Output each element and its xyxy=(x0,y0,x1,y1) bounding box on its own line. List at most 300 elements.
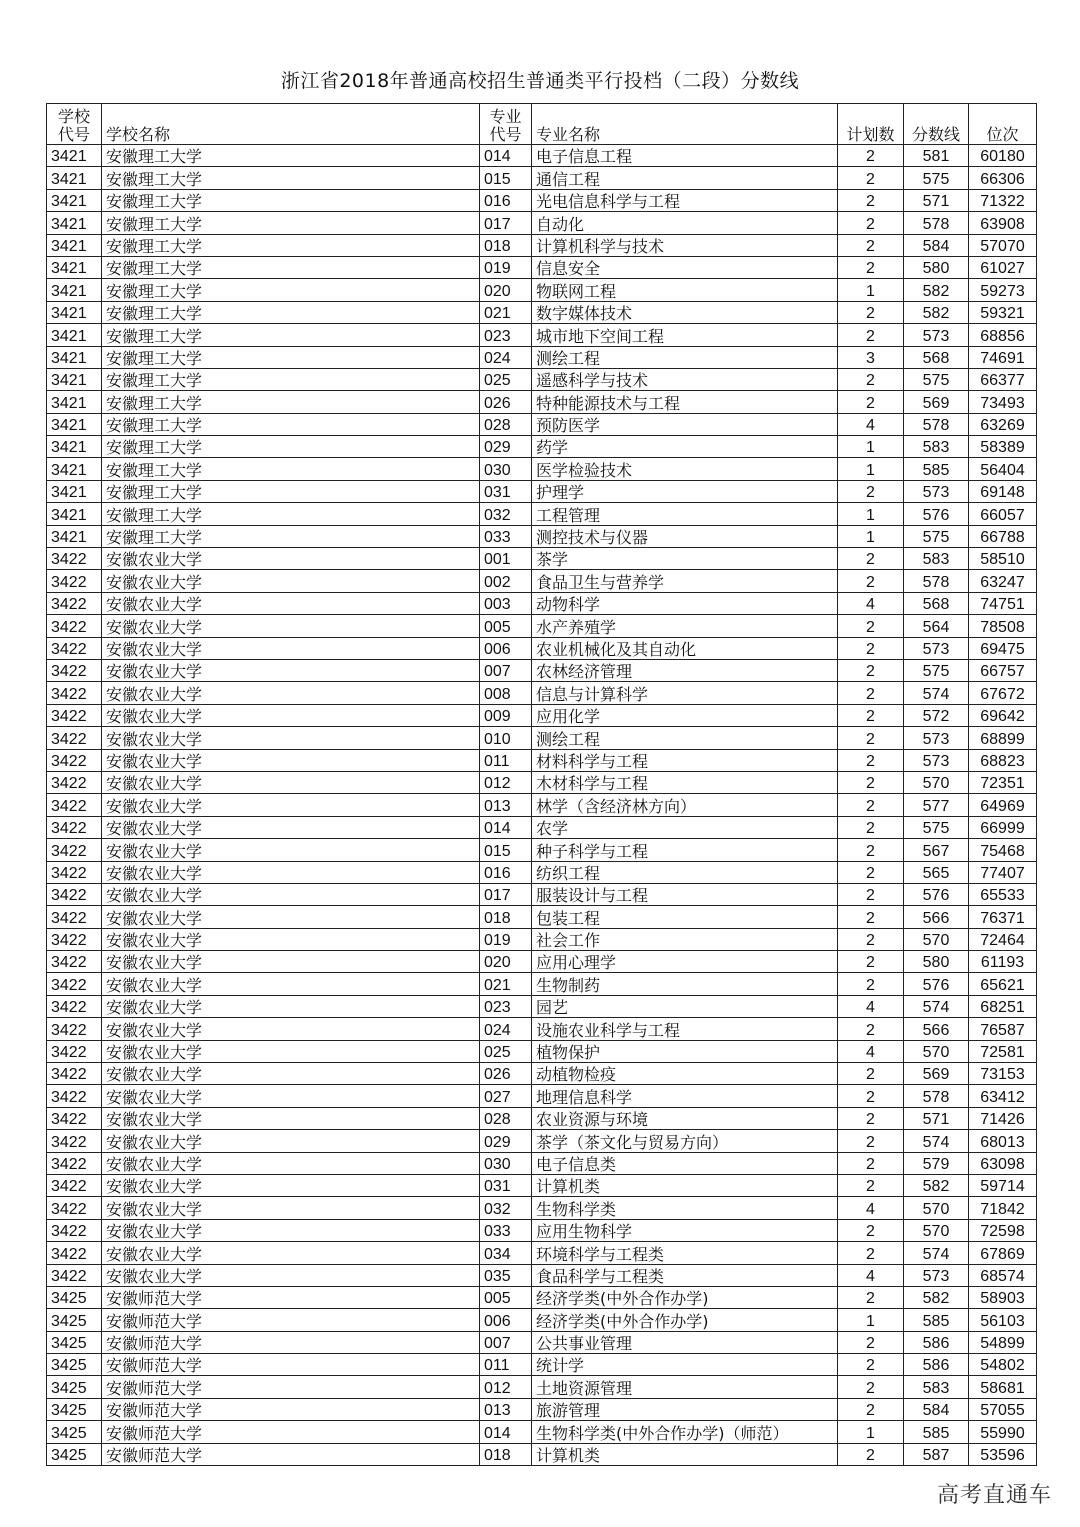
cell-school-code: 3422 xyxy=(47,771,102,793)
cell-major-code: 019 xyxy=(480,256,532,278)
cell-school-code: 3422 xyxy=(47,1197,102,1219)
cell-major-code: 020 xyxy=(480,951,532,973)
cell-major-code: 025 xyxy=(480,1040,532,1062)
cell-score: 583 xyxy=(904,436,969,458)
cell-major-code: 029 xyxy=(480,1130,532,1152)
table-row xyxy=(47,1152,1037,1174)
cell-major-name: 应用化学 xyxy=(532,704,838,726)
cell-school-name: 安徽农业大学 xyxy=(102,659,480,681)
cell-major-name: 统计学 xyxy=(532,1354,838,1376)
cell-plan: 2 xyxy=(838,1242,904,1264)
table-row xyxy=(47,145,1037,167)
cell-rank: 72351 xyxy=(969,771,1037,793)
cell-school-name: 安徽师范大学 xyxy=(102,1376,480,1398)
cell-major-code: 019 xyxy=(480,928,532,950)
cell-school-name: 安徽理工大学 xyxy=(102,279,480,301)
table-row xyxy=(47,1443,1037,1465)
cell-major-name: 预防医学 xyxy=(532,413,838,435)
cell-plan: 2 xyxy=(838,1354,904,1376)
cell-school-name: 安徽农业大学 xyxy=(102,1219,480,1241)
cell-rank: 66306 xyxy=(969,167,1037,189)
table-row xyxy=(47,1085,1037,1107)
cell-major-name: 护理学 xyxy=(532,480,838,502)
table-row xyxy=(47,1174,1037,1196)
cell-major-code: 029 xyxy=(480,436,532,458)
table-row xyxy=(47,346,1037,368)
cell-plan: 2 xyxy=(838,189,904,211)
table-row xyxy=(47,301,1037,323)
cell-school-name: 安徽理工大学 xyxy=(102,503,480,525)
cell-major-name: 农林经济管理 xyxy=(532,659,838,681)
cell-major-code: 017 xyxy=(480,212,532,234)
cell-school-code: 3421 xyxy=(47,256,102,278)
cell-score: 575 xyxy=(904,368,969,390)
cell-school-code: 3421 xyxy=(47,503,102,525)
cell-plan: 2 xyxy=(838,1219,904,1241)
table-row xyxy=(47,1331,1037,1353)
cell-score: 578 xyxy=(904,570,969,592)
cell-major-code: 007 xyxy=(480,659,532,681)
cell-score: 573 xyxy=(904,749,969,771)
cell-school-code: 3422 xyxy=(47,1264,102,1286)
cell-major-name: 经济学类(中外合作办学) xyxy=(532,1309,838,1331)
cell-major-name: 信息与计算科学 xyxy=(532,682,838,704)
cell-major-code: 011 xyxy=(480,749,532,771)
cell-school-name: 安徽师范大学 xyxy=(102,1443,480,1465)
cell-school-name: 安徽农业大学 xyxy=(102,682,480,704)
cell-major-code: 032 xyxy=(480,1197,532,1219)
cell-score: 567 xyxy=(904,839,969,861)
cell-plan: 2 xyxy=(838,234,904,256)
cell-plan: 2 xyxy=(838,794,904,816)
cell-rank: 63247 xyxy=(969,570,1037,592)
header-major-name: 专业名称 xyxy=(532,104,838,145)
cell-major-code: 033 xyxy=(480,525,532,547)
table-row xyxy=(47,525,1037,547)
cell-major-name: 应用生物科学 xyxy=(532,1219,838,1241)
cell-school-name: 安徽农业大学 xyxy=(102,1107,480,1129)
cell-major-code: 027 xyxy=(480,1085,532,1107)
cell-school-code: 3422 xyxy=(47,615,102,637)
cell-school-name: 安徽农业大学 xyxy=(102,1264,480,1286)
cell-rank: 68823 xyxy=(969,749,1037,771)
cell-plan: 1 xyxy=(838,1421,904,1443)
cell-school-code: 3422 xyxy=(47,727,102,749)
cell-school-name: 安徽理工大学 xyxy=(102,145,480,167)
table-row xyxy=(47,212,1037,234)
table-row xyxy=(47,167,1037,189)
cell-score: 575 xyxy=(904,659,969,681)
cell-major-code: 016 xyxy=(480,861,532,883)
cell-plan: 2 xyxy=(838,391,904,413)
cell-major-name: 测绘工程 xyxy=(532,346,838,368)
cell-school-name: 安徽理工大学 xyxy=(102,480,480,502)
cell-major-name: 木材科学与工程 xyxy=(532,771,838,793)
cell-score: 578 xyxy=(904,212,969,234)
cell-rank: 68251 xyxy=(969,995,1037,1017)
cell-school-code: 3425 xyxy=(47,1286,102,1308)
cell-major-code: 028 xyxy=(480,1107,532,1129)
cell-score: 566 xyxy=(904,906,969,928)
cell-school-code: 3421 xyxy=(47,324,102,346)
cell-score: 583 xyxy=(904,1376,969,1398)
cell-major-code: 028 xyxy=(480,413,532,435)
cell-score: 573 xyxy=(904,480,969,502)
cell-major-code: 006 xyxy=(480,637,532,659)
table-row xyxy=(47,1354,1037,1376)
cell-major-name: 信息安全 xyxy=(532,256,838,278)
cell-rank: 60180 xyxy=(969,145,1037,167)
cell-major-name: 食品卫生与营养学 xyxy=(532,570,838,592)
cell-plan: 2 xyxy=(838,973,904,995)
cell-plan: 1 xyxy=(838,436,904,458)
cell-rank: 76587 xyxy=(969,1018,1037,1040)
cell-plan: 2 xyxy=(838,839,904,861)
table-row xyxy=(47,928,1037,950)
cell-major-name: 生物科学类 xyxy=(532,1197,838,1219)
cell-score: 575 xyxy=(904,816,969,838)
cell-plan: 2 xyxy=(838,659,904,681)
cell-score: 570 xyxy=(904,1040,969,1062)
cell-plan: 2 xyxy=(838,1107,904,1129)
cell-school-name: 安徽农业大学 xyxy=(102,637,480,659)
cell-school-code: 3421 xyxy=(47,413,102,435)
cell-score: 582 xyxy=(904,1286,969,1308)
cell-major-name: 电子信息类 xyxy=(532,1152,838,1174)
table-row xyxy=(47,973,1037,995)
cell-rank: 54802 xyxy=(969,1354,1037,1376)
cell-score: 564 xyxy=(904,615,969,637)
cell-score: 580 xyxy=(904,256,969,278)
cell-plan: 2 xyxy=(838,167,904,189)
cell-school-code: 3422 xyxy=(47,548,102,570)
cell-major-name: 农学 xyxy=(532,816,838,838)
cell-school-name: 安徽理工大学 xyxy=(102,391,480,413)
cell-plan: 2 xyxy=(838,1174,904,1196)
cell-school-name: 安徽理工大学 xyxy=(102,301,480,323)
cell-score: 575 xyxy=(904,525,969,547)
cell-school-code: 3421 xyxy=(47,234,102,256)
table-row xyxy=(47,368,1037,390)
cell-rank: 77407 xyxy=(969,861,1037,883)
cell-major-name: 设施农业科学与工程 xyxy=(532,1018,838,1040)
cell-score: 571 xyxy=(904,1107,969,1129)
cell-school-code: 3421 xyxy=(47,212,102,234)
cell-rank: 78508 xyxy=(969,615,1037,637)
cell-rank: 69148 xyxy=(969,480,1037,502)
cell-school-name: 安徽农业大学 xyxy=(102,570,480,592)
table-row xyxy=(47,704,1037,726)
cell-score: 587 xyxy=(904,1443,969,1465)
table-row xyxy=(47,189,1037,211)
cell-rank: 59714 xyxy=(969,1174,1037,1196)
cell-plan: 2 xyxy=(838,1130,904,1152)
cell-school-name: 安徽农业大学 xyxy=(102,592,480,614)
cell-plan: 2 xyxy=(838,951,904,973)
cell-school-code: 3421 xyxy=(47,480,102,502)
cell-major-name: 地理信息科学 xyxy=(532,1085,838,1107)
cell-major-code: 018 xyxy=(480,234,532,256)
cell-plan: 4 xyxy=(838,592,904,614)
cell-school-name: 安徽农业大学 xyxy=(102,704,480,726)
cell-major-name: 水产养殖学 xyxy=(532,615,838,637)
cell-score: 569 xyxy=(904,391,969,413)
cell-major-code: 035 xyxy=(480,1264,532,1286)
cell-school-code: 3422 xyxy=(47,1219,102,1241)
table-row xyxy=(47,615,1037,637)
cell-score: 566 xyxy=(904,1018,969,1040)
cell-plan: 1 xyxy=(838,1309,904,1331)
cell-score: 576 xyxy=(904,883,969,905)
cell-major-code: 001 xyxy=(480,548,532,570)
cell-score: 570 xyxy=(904,1219,969,1241)
cell-school-name: 安徽理工大学 xyxy=(102,436,480,458)
cell-school-name: 安徽理工大学 xyxy=(102,525,480,547)
cell-school-code: 3422 xyxy=(47,861,102,883)
cell-score: 574 xyxy=(904,995,969,1017)
cell-major-code: 018 xyxy=(480,906,532,928)
cell-school-name: 安徽农业大学 xyxy=(102,951,480,973)
cell-school-code: 3422 xyxy=(47,995,102,1017)
cell-major-name: 电子信息工程 xyxy=(532,145,838,167)
table-row xyxy=(47,816,1037,838)
cell-score: 572 xyxy=(904,704,969,726)
cell-plan: 2 xyxy=(838,1443,904,1465)
cell-major-name: 城市地下空间工程 xyxy=(532,324,838,346)
cell-plan: 2 xyxy=(838,212,904,234)
table-row xyxy=(47,256,1037,278)
table-row xyxy=(47,1107,1037,1129)
score-table xyxy=(46,103,1037,1466)
cell-school-code: 3422 xyxy=(47,1040,102,1062)
cell-major-code: 009 xyxy=(480,704,532,726)
cell-rank: 68856 xyxy=(969,324,1037,346)
table-body xyxy=(47,145,1037,1466)
cell-rank: 58681 xyxy=(969,1376,1037,1398)
cell-major-code: 008 xyxy=(480,682,532,704)
cell-school-name: 安徽理工大学 xyxy=(102,212,480,234)
cell-major-name: 社会工作 xyxy=(532,928,838,950)
cell-plan: 2 xyxy=(838,145,904,167)
cell-score: 574 xyxy=(904,1130,969,1152)
table-row xyxy=(47,324,1037,346)
cell-major-name: 物联网工程 xyxy=(532,279,838,301)
cell-school-name: 安徽农业大学 xyxy=(102,749,480,771)
cell-rank: 61027 xyxy=(969,256,1037,278)
cell-score: 573 xyxy=(904,324,969,346)
table-row xyxy=(47,861,1037,883)
cell-score: 576 xyxy=(904,973,969,995)
table-row xyxy=(47,1242,1037,1264)
cell-school-code: 3425 xyxy=(47,1354,102,1376)
table-row xyxy=(47,279,1037,301)
cell-rank: 68013 xyxy=(969,1130,1037,1152)
cell-school-name: 安徽农业大学 xyxy=(102,839,480,861)
cell-score: 586 xyxy=(904,1354,969,1376)
cell-plan: 4 xyxy=(838,1264,904,1286)
cell-plan: 2 xyxy=(838,906,904,928)
cell-rank: 65533 xyxy=(969,883,1037,905)
cell-rank: 66377 xyxy=(969,368,1037,390)
cell-school-name: 安徽农业大学 xyxy=(102,928,480,950)
cell-rank: 57070 xyxy=(969,234,1037,256)
cell-school-name: 安徽农业大学 xyxy=(102,883,480,905)
cell-rank: 66757 xyxy=(969,659,1037,681)
table-row xyxy=(47,548,1037,570)
cell-score: 579 xyxy=(904,1152,969,1174)
cell-score: 580 xyxy=(904,951,969,973)
cell-major-code: 026 xyxy=(480,391,532,413)
cell-school-name: 安徽理工大学 xyxy=(102,256,480,278)
cell-school-code: 3421 xyxy=(47,167,102,189)
cell-score: 568 xyxy=(904,592,969,614)
cell-major-name: 计算机类 xyxy=(532,1443,838,1465)
cell-major-code: 032 xyxy=(480,503,532,525)
cell-major-code: 013 xyxy=(480,1398,532,1420)
table-row xyxy=(47,682,1037,704)
cell-major-name: 测绘工程 xyxy=(532,727,838,749)
watermark: 高考直通车 xyxy=(936,1483,1052,1508)
cell-major-name: 生物制药 xyxy=(532,973,838,995)
cell-plan: 2 xyxy=(838,1018,904,1040)
cell-major-name: 茶学 xyxy=(532,548,838,570)
cell-rank: 63908 xyxy=(969,212,1037,234)
cell-school-code: 3422 xyxy=(47,592,102,614)
header-rank: 位次 xyxy=(969,104,1037,145)
table-row xyxy=(47,794,1037,816)
cell-school-name: 安徽农业大学 xyxy=(102,1197,480,1219)
cell-school-code: 3421 xyxy=(47,368,102,390)
cell-major-name: 自动化 xyxy=(532,212,838,234)
cell-major-code: 006 xyxy=(480,1309,532,1331)
table-row xyxy=(47,592,1037,614)
cell-rank: 61193 xyxy=(969,951,1037,973)
cell-major-name: 通信工程 xyxy=(532,167,838,189)
cell-school-code: 3422 xyxy=(47,794,102,816)
cell-school-code: 3421 xyxy=(47,145,102,167)
cell-major-name: 材料科学与工程 xyxy=(532,749,838,771)
cell-school-code: 3422 xyxy=(47,749,102,771)
cell-rank: 63098 xyxy=(969,1152,1037,1174)
cell-major-name: 农业资源与环境 xyxy=(532,1107,838,1129)
cell-school-code: 3425 xyxy=(47,1331,102,1353)
cell-school-name: 安徽理工大学 xyxy=(102,167,480,189)
cell-school-name: 安徽农业大学 xyxy=(102,727,480,749)
cell-major-name: 林学（含经济林方向） xyxy=(532,794,838,816)
cell-score: 570 xyxy=(904,771,969,793)
cell-rank: 56103 xyxy=(969,1309,1037,1331)
cell-school-name: 安徽师范大学 xyxy=(102,1398,480,1420)
cell-major-name: 数字媒体技术 xyxy=(532,301,838,323)
cell-school-code: 3422 xyxy=(47,1242,102,1264)
cell-school-code: 3422 xyxy=(47,570,102,592)
table-row xyxy=(47,1219,1037,1241)
cell-major-name: 药学 xyxy=(532,436,838,458)
cell-major-code: 021 xyxy=(480,973,532,995)
cell-rank: 64969 xyxy=(969,794,1037,816)
cell-major-name: 旅游管理 xyxy=(532,1398,838,1420)
cell-school-name: 安徽师范大学 xyxy=(102,1421,480,1443)
cell-school-code: 3421 xyxy=(47,391,102,413)
cell-school-name: 安徽农业大学 xyxy=(102,548,480,570)
table-row xyxy=(47,1398,1037,1420)
table-row xyxy=(47,951,1037,973)
cell-major-code: 020 xyxy=(480,279,532,301)
header-school-code xyxy=(47,104,102,145)
cell-major-code: 031 xyxy=(480,1174,532,1196)
cell-major-code: 011 xyxy=(480,1354,532,1376)
cell-major-code: 024 xyxy=(480,1018,532,1040)
cell-plan: 2 xyxy=(838,928,904,950)
cell-major-name: 农业机械化及其自动化 xyxy=(532,637,838,659)
table-row xyxy=(47,771,1037,793)
cell-school-name: 安徽农业大学 xyxy=(102,615,480,637)
cell-school-name: 安徽农业大学 xyxy=(102,1063,480,1085)
cell-score: 578 xyxy=(904,413,969,435)
cell-plan: 1 xyxy=(838,458,904,480)
cell-rank: 74751 xyxy=(969,592,1037,614)
cell-rank: 74691 xyxy=(969,346,1037,368)
cell-major-code: 013 xyxy=(480,794,532,816)
cell-score: 573 xyxy=(904,1264,969,1286)
cell-major-name: 生物科学类(中外合作办学)（师范） xyxy=(532,1421,838,1443)
cell-plan: 1 xyxy=(838,279,904,301)
cell-school-code: 3422 xyxy=(47,816,102,838)
cell-school-code: 3422 xyxy=(47,1152,102,1174)
cell-score: 574 xyxy=(904,682,969,704)
cell-plan: 2 xyxy=(838,1063,904,1085)
cell-school-code: 3422 xyxy=(47,1174,102,1196)
cell-score: 578 xyxy=(904,1085,969,1107)
table-row xyxy=(47,995,1037,1017)
cell-rank: 72464 xyxy=(969,928,1037,950)
cell-rank: 59321 xyxy=(969,301,1037,323)
cell-major-code: 023 xyxy=(480,324,532,346)
header-plan: 计划数 xyxy=(838,104,904,145)
cell-school-code: 3421 xyxy=(47,301,102,323)
cell-major-code: 025 xyxy=(480,368,532,390)
header-major-code-line2: 代号 xyxy=(489,125,522,144)
cell-rank: 72581 xyxy=(969,1040,1037,1062)
cell-school-code: 3425 xyxy=(47,1443,102,1465)
cell-major-code: 012 xyxy=(480,1376,532,1398)
cell-plan: 2 xyxy=(838,1286,904,1308)
cell-major-code: 018 xyxy=(480,1443,532,1465)
cell-rank: 66999 xyxy=(969,816,1037,838)
cell-rank: 58510 xyxy=(969,548,1037,570)
cell-school-code: 3421 xyxy=(47,189,102,211)
cell-major-name: 包装工程 xyxy=(532,906,838,928)
cell-major-name: 服装设计与工程 xyxy=(532,883,838,905)
cell-school-code: 3425 xyxy=(47,1309,102,1331)
table-row xyxy=(47,883,1037,905)
table-row xyxy=(47,480,1037,502)
cell-school-name: 安徽师范大学 xyxy=(102,1331,480,1353)
cell-school-name: 安徽师范大学 xyxy=(102,1354,480,1376)
cell-major-name: 土地资源管理 xyxy=(532,1376,838,1398)
cell-school-code: 3425 xyxy=(47,1398,102,1420)
cell-rank: 55990 xyxy=(969,1421,1037,1443)
cell-rank: 56404 xyxy=(969,458,1037,480)
cell-major-name: 种子科学与工程 xyxy=(532,839,838,861)
cell-school-code: 3422 xyxy=(47,682,102,704)
cell-school-name: 安徽理工大学 xyxy=(102,368,480,390)
cell-score: 570 xyxy=(904,1197,969,1219)
cell-school-code: 3421 xyxy=(47,279,102,301)
cell-school-code: 3422 xyxy=(47,906,102,928)
cell-school-name: 安徽农业大学 xyxy=(102,1152,480,1174)
header-score: 分数线 xyxy=(904,104,969,145)
